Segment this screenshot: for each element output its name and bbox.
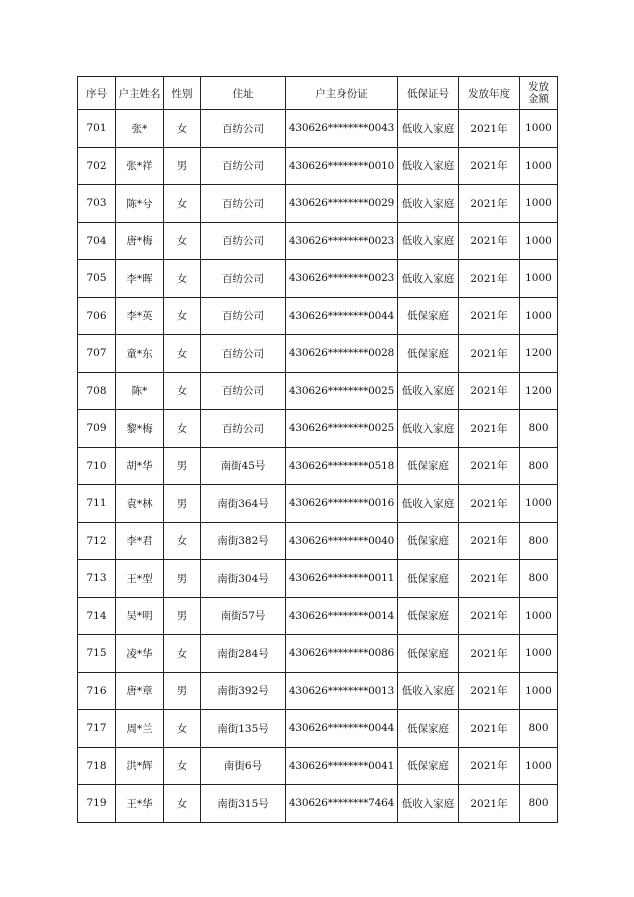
cell-gender: 女 xyxy=(164,222,201,260)
cell-gender: 女 xyxy=(164,110,201,148)
cell-id-card: 430626********0016 xyxy=(286,485,398,523)
header-gender: 性别 xyxy=(164,77,201,110)
cell-name: 陈*兮 xyxy=(116,185,164,223)
cell-address: 百纺公司 xyxy=(201,110,286,148)
cell-amount: 800 xyxy=(520,522,558,560)
cell-gender: 女 xyxy=(164,522,201,560)
cell-gender: 男 xyxy=(164,447,201,485)
cell-seq: 702 xyxy=(78,147,116,185)
header-year: 发放年度 xyxy=(459,77,520,110)
cell-gender: 男 xyxy=(164,560,201,598)
table-row xyxy=(78,560,558,598)
table-row xyxy=(78,747,558,785)
cell-address: 百纺公司 xyxy=(201,260,286,298)
cell-id-card: 430626********7464 xyxy=(286,785,398,823)
table-row xyxy=(78,297,558,335)
header-id-card: 户主身份证 xyxy=(286,77,398,110)
cell-cert: 低收入家庭 xyxy=(398,222,459,260)
cell-cert: 低保家庭 xyxy=(398,560,459,598)
cell-address: 百纺公司 xyxy=(201,147,286,185)
cell-amount: 1000 xyxy=(520,672,558,710)
cell-name: 李*英 xyxy=(116,297,164,335)
table-row xyxy=(78,785,558,823)
cell-seq: 701 xyxy=(78,110,116,148)
table-row xyxy=(78,410,558,448)
cell-cert: 低保家庭 xyxy=(398,447,459,485)
cell-id-card: 430626********0029 xyxy=(286,185,398,223)
cell-amount: 1200 xyxy=(520,335,558,373)
cell-seq: 718 xyxy=(78,747,116,785)
header-name: 户主姓名 xyxy=(116,77,164,110)
table-row xyxy=(78,522,558,560)
cell-address: 南街135号 xyxy=(201,710,286,748)
cell-name: 吴*明 xyxy=(116,597,164,635)
cell-seq: 711 xyxy=(78,485,116,523)
cell-gender: 男 xyxy=(164,147,201,185)
cell-name: 王*型 xyxy=(116,560,164,598)
table-row xyxy=(78,335,558,373)
cell-address: 百纺公司 xyxy=(201,335,286,373)
table-row xyxy=(78,185,558,223)
cell-amount: 1000 xyxy=(520,260,558,298)
cell-cert: 低保家庭 xyxy=(398,747,459,785)
cell-seq: 713 xyxy=(78,560,116,598)
cell-amount: 800 xyxy=(520,785,558,823)
cell-cert: 低收入家庭 xyxy=(398,260,459,298)
cell-seq: 706 xyxy=(78,297,116,335)
cell-amount: 1000 xyxy=(520,485,558,523)
cell-name: 洪*辉 xyxy=(116,747,164,785)
cell-cert: 低保家庭 xyxy=(398,710,459,748)
cell-id-card: 430626********0010 xyxy=(286,147,398,185)
cell-id-card: 430626********0025 xyxy=(286,410,398,448)
cell-id-card: 430626********0013 xyxy=(286,672,398,710)
cell-amount: 800 xyxy=(520,447,558,485)
cell-address: 南街284号 xyxy=(201,635,286,673)
table-row xyxy=(78,110,558,148)
cell-id-card: 430626********0025 xyxy=(286,372,398,410)
cell-gender: 男 xyxy=(164,485,201,523)
cell-amount: 800 xyxy=(520,560,558,598)
cell-name: 李*晖 xyxy=(116,260,164,298)
header-seq: 序号 xyxy=(78,77,116,110)
cell-amount: 1000 xyxy=(520,185,558,223)
header-amount-line2: 金额 xyxy=(528,93,549,105)
cell-name: 胡*华 xyxy=(116,447,164,485)
cell-seq: 703 xyxy=(78,185,116,223)
cell-address: 南街45号 xyxy=(201,447,286,485)
cell-cert: 低收入家庭 xyxy=(398,785,459,823)
cell-year: 2021年 xyxy=(459,747,520,785)
cell-address: 百纺公司 xyxy=(201,222,286,260)
cell-seq: 704 xyxy=(78,222,116,260)
cell-seq: 710 xyxy=(78,447,116,485)
cell-id-card: 430626********0086 xyxy=(286,635,398,673)
cell-year: 2021年 xyxy=(459,222,520,260)
cell-id-card: 430626********0043 xyxy=(286,110,398,148)
cell-name: 唐*梅 xyxy=(116,222,164,260)
cell-seq: 717 xyxy=(78,710,116,748)
cell-id-card: 430626********0011 xyxy=(286,560,398,598)
cell-id-card: 430626********0023 xyxy=(286,222,398,260)
cell-cert: 低保家庭 xyxy=(398,297,459,335)
cell-gender: 女 xyxy=(164,635,201,673)
cell-gender: 女 xyxy=(164,335,201,373)
cell-seq: 709 xyxy=(78,410,116,448)
cell-name: 黎*梅 xyxy=(116,410,164,448)
cell-year: 2021年 xyxy=(459,710,520,748)
table-row xyxy=(78,710,558,748)
cell-name: 凌*华 xyxy=(116,635,164,673)
cell-year: 2021年 xyxy=(459,147,520,185)
header-amount-line1: 发放 xyxy=(528,81,549,93)
cell-amount: 1000 xyxy=(520,147,558,185)
cell-address: 南街315号 xyxy=(201,785,286,823)
cell-id-card: 430626********0044 xyxy=(286,710,398,748)
cell-name: 张* xyxy=(116,110,164,148)
cell-year: 2021年 xyxy=(459,447,520,485)
table-body xyxy=(78,110,558,823)
table-row xyxy=(78,260,558,298)
cell-cert: 低收入家庭 xyxy=(398,672,459,710)
cell-id-card: 430626********0044 xyxy=(286,297,398,335)
table-row xyxy=(78,635,558,673)
cell-year: 2021年 xyxy=(459,485,520,523)
cell-gender: 女 xyxy=(164,747,201,785)
cell-year: 2021年 xyxy=(459,110,520,148)
cell-year: 2021年 xyxy=(459,372,520,410)
cell-cert: 低保家庭 xyxy=(398,597,459,635)
cell-gender: 女 xyxy=(164,297,201,335)
cell-year: 2021年 xyxy=(459,560,520,598)
cell-id-card: 430626********0041 xyxy=(286,747,398,785)
cell-id-card: 430626********0023 xyxy=(286,260,398,298)
cell-cert: 低收入家庭 xyxy=(398,372,459,410)
cell-cert: 低收入家庭 xyxy=(398,110,459,148)
cell-name: 王*华 xyxy=(116,785,164,823)
cell-address: 百纺公司 xyxy=(201,185,286,223)
cell-gender: 女 xyxy=(164,372,201,410)
header-row xyxy=(78,77,558,110)
cell-amount: 800 xyxy=(520,710,558,748)
cell-year: 2021年 xyxy=(459,335,520,373)
cell-amount: 1000 xyxy=(520,635,558,673)
cell-name: 张*祥 xyxy=(116,147,164,185)
cell-seq: 716 xyxy=(78,672,116,710)
cell-seq: 707 xyxy=(78,335,116,373)
cell-address: 百纺公司 xyxy=(201,410,286,448)
cell-amount: 1000 xyxy=(520,297,558,335)
cell-year: 2021年 xyxy=(459,597,520,635)
cell-gender: 女 xyxy=(164,260,201,298)
cell-amount: 800 xyxy=(520,410,558,448)
header-cert: 低保证号 xyxy=(398,77,459,110)
cell-name: 李*君 xyxy=(116,522,164,560)
table-row xyxy=(78,672,558,710)
cell-address: 南街6号 xyxy=(201,747,286,785)
cell-year: 2021年 xyxy=(459,672,520,710)
cell-name: 唐*章 xyxy=(116,672,164,710)
cell-year: 2021年 xyxy=(459,297,520,335)
cell-address: 南街57号 xyxy=(201,597,286,635)
cell-cert: 低保家庭 xyxy=(398,335,459,373)
cell-amount: 1200 xyxy=(520,372,558,410)
cell-address: 百纺公司 xyxy=(201,297,286,335)
header-address: 住址 xyxy=(201,77,286,110)
table-row xyxy=(78,147,558,185)
cell-gender: 男 xyxy=(164,672,201,710)
cell-cert: 低收入家庭 xyxy=(398,185,459,223)
cell-address: 百纺公司 xyxy=(201,372,286,410)
cell-gender: 女 xyxy=(164,185,201,223)
cell-cert: 低收入家庭 xyxy=(398,485,459,523)
table-row xyxy=(78,597,558,635)
cell-address: 南街382号 xyxy=(201,522,286,560)
cell-gender: 女 xyxy=(164,710,201,748)
cell-seq: 714 xyxy=(78,597,116,635)
cell-amount: 1000 xyxy=(520,222,558,260)
cell-id-card: 430626********0028 xyxy=(286,335,398,373)
cell-address: 南街304号 xyxy=(201,560,286,598)
table-row xyxy=(78,485,558,523)
cell-cert: 低保家庭 xyxy=(398,522,459,560)
subsidy-roster-table xyxy=(77,76,558,823)
table-row xyxy=(78,447,558,485)
cell-gender: 女 xyxy=(164,410,201,448)
cell-gender: 女 xyxy=(164,785,201,823)
cell-id-card: 430626********0014 xyxy=(286,597,398,635)
table-row xyxy=(78,372,558,410)
cell-year: 2021年 xyxy=(459,260,520,298)
cell-seq: 715 xyxy=(78,635,116,673)
cell-amount: 1000 xyxy=(520,110,558,148)
cell-gender: 男 xyxy=(164,597,201,635)
cell-amount: 1000 xyxy=(520,597,558,635)
cell-name: 童*东 xyxy=(116,335,164,373)
table-row xyxy=(78,222,558,260)
cell-address: 南街364号 xyxy=(201,485,286,523)
cell-address: 南街392号 xyxy=(201,672,286,710)
cell-cert: 低收入家庭 xyxy=(398,410,459,448)
cell-seq: 705 xyxy=(78,260,116,298)
cell-seq: 712 xyxy=(78,522,116,560)
cell-seq: 719 xyxy=(78,785,116,823)
cell-name: 周*兰 xyxy=(116,710,164,748)
header-amount xyxy=(520,77,558,110)
cell-seq: 708 xyxy=(78,372,116,410)
cell-year: 2021年 xyxy=(459,635,520,673)
cell-amount: 1000 xyxy=(520,747,558,785)
cell-id-card: 430626********0518 xyxy=(286,447,398,485)
cell-cert: 低保家庭 xyxy=(398,635,459,673)
cell-year: 2021年 xyxy=(459,185,520,223)
cell-cert: 低收入家庭 xyxy=(398,147,459,185)
cell-year: 2021年 xyxy=(459,785,520,823)
cell-name: 袁*林 xyxy=(116,485,164,523)
cell-name: 陈* xyxy=(116,372,164,410)
cell-year: 2021年 xyxy=(459,522,520,560)
cell-year: 2021年 xyxy=(459,410,520,448)
cell-id-card: 430626********0040 xyxy=(286,522,398,560)
